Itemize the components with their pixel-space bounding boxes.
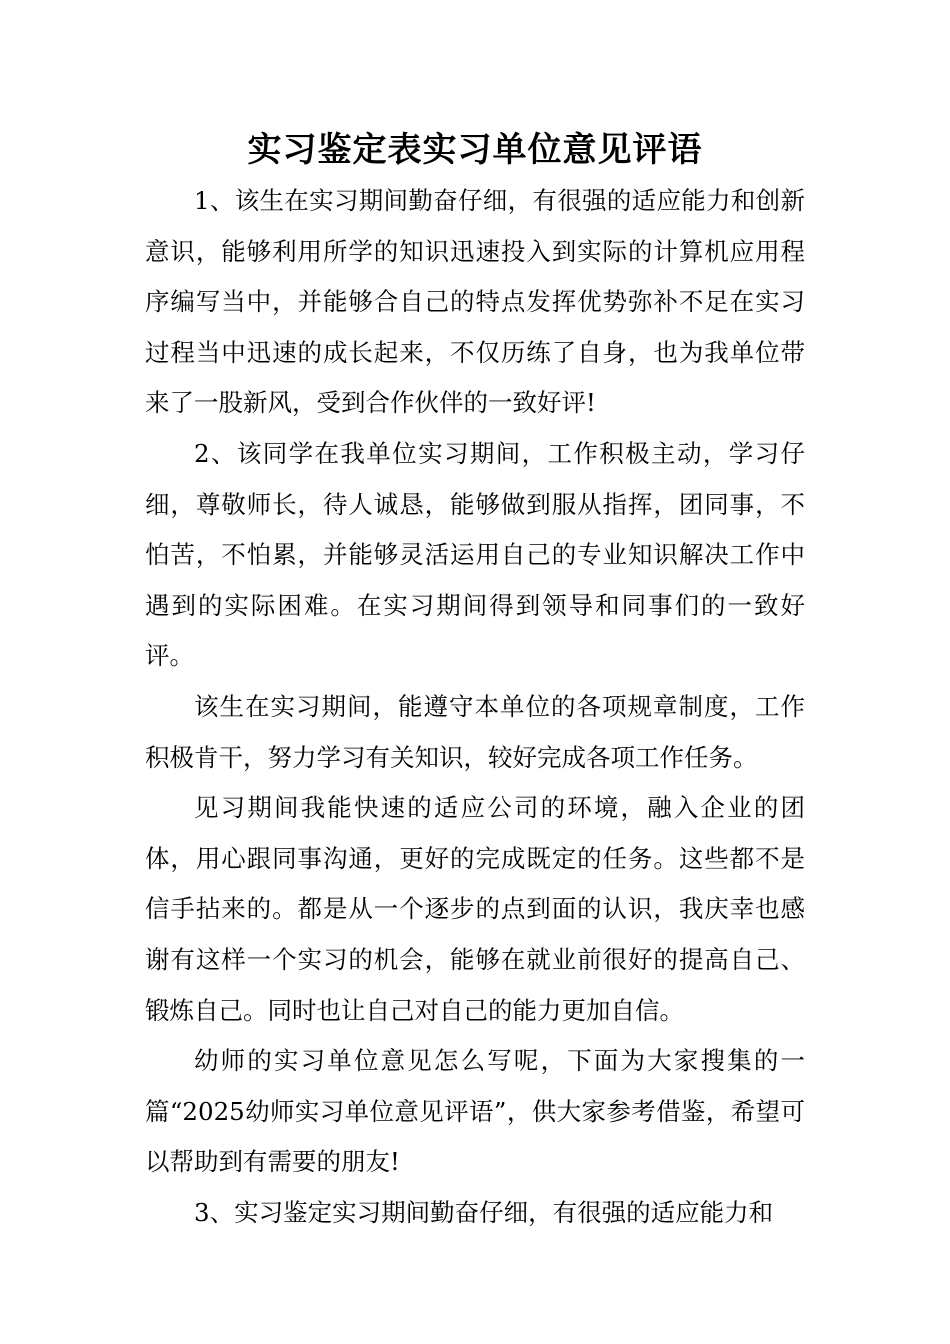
paragraph-5: 幼师的实习单位意见怎么写呢，下面为大家搜集的一篇“2025幼师实习单位意见评语”，供大家参考借鉴，希望可以帮助到有需要的朋友! [145,1046,805,1177]
document-body [145,176,805,1238]
paragraph-4: 见习期间我能快速的适应公司的环境，融入企业的团体，用心跟同事沟通，更好的完成既定的任务。这些都不是信手拈来的。都是从一个逐步的点到面的认识，我庆幸也感谢有这样一个实习的机会，能够在就业前很好的提高自己、锻炼自己。同时也让自己对自己的能力更加自信。 [145,793,805,1025]
paragraph-6: 3、实习鉴定实习期间勤奋仔细，有很强的适应能力和 [194,1197,774,1227]
paragraph-1: 1、该生在实习期间勤奋仔细，有很强的适应能力和创新意识，能够利用所学的知识迅速投入到实际的计算机应用程序编写当中，并能够合自己的特点发挥优势弥补不足在实习过程当中迅速的成长起来，不仅历练了自身，也为我单位带来了一股新风，受到合作伙伴的一致好评! [145,186,805,418]
paragraph-3: 该生在实习期间，能遵守本单位的各项规章制度，工作积极肯干，努力学习有关知识，较好完成各项工作任务。 [145,691,805,772]
document-title: 实习鉴定表实习单位意见评语 [247,130,703,170]
paragraph-2: 2、该同学在我单位实习期间，工作积极主动，学习仔细，尊敬师长，待人诚恳，能够做到服从指挥，团同事，不怕苦，不怕累，并能够灵活运用自己的专业知识解决工作中遇到的实际困难。在实习期间得到领导和同事们的一致好评。 [145,438,805,671]
